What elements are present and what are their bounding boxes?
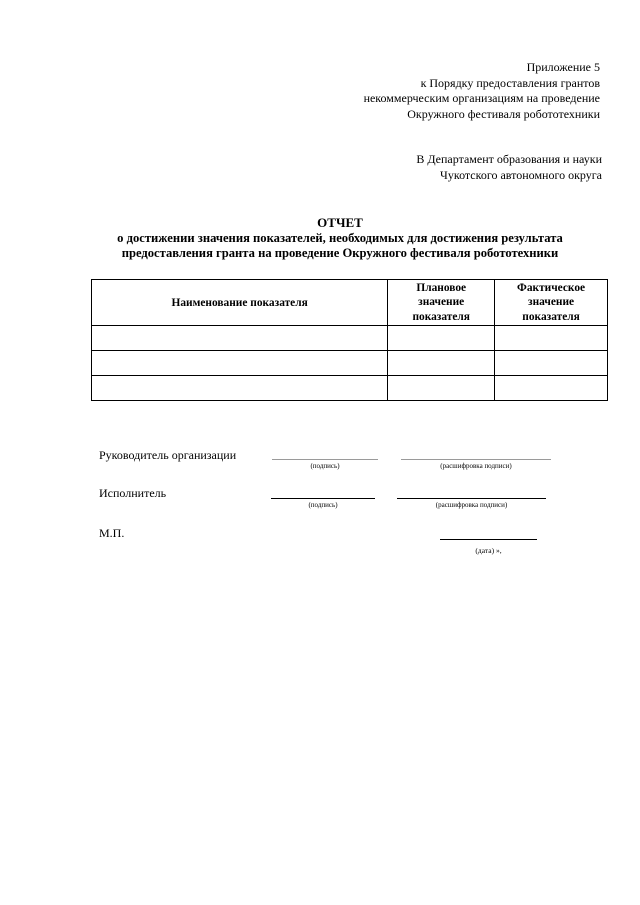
- header-line: показателя: [412, 310, 470, 323]
- head-name-line[interactable]: [401, 459, 551, 460]
- addressee-block: [300, 152, 602, 183]
- head-label: Руководитель организации: [99, 448, 237, 462]
- appendix-note: [300, 60, 600, 122]
- table-cell[interactable]: [92, 376, 388, 401]
- stamp-label: М.П.: [99, 526, 125, 540]
- table-cell[interactable]: [388, 376, 495, 401]
- header-line: показателя: [522, 310, 580, 323]
- header-line: значение: [528, 296, 575, 309]
- appendix-line: Приложение 5: [526, 60, 600, 74]
- addressee-line: В Департамент образования и науки: [416, 152, 602, 166]
- executor-signature-line[interactable]: [271, 498, 375, 499]
- table-cell[interactable]: [92, 351, 388, 376]
- header-line: Плановое: [416, 281, 467, 294]
- executor-name-line[interactable]: [397, 498, 546, 499]
- head-signature-line[interactable]: [272, 459, 378, 460]
- header-line: Фактическое: [517, 281, 586, 294]
- table-cell[interactable]: [388, 326, 495, 351]
- table-cell[interactable]: [495, 351, 608, 376]
- table-row: [92, 376, 608, 401]
- appendix-line: к Порядку предоставления грантов: [420, 75, 600, 90]
- addressee-line: Чукотского автономного округа: [440, 167, 602, 182]
- report-title-line: предоставления гранта на проведение Окружного фестиваля робототехники: [121, 246, 559, 260]
- executor-signature-caption: (подпись): [308, 501, 338, 509]
- table-cell[interactable]: [92, 326, 388, 351]
- date-caption: (дата) »,: [475, 546, 502, 555]
- table-cell[interactable]: [388, 351, 495, 376]
- date-line[interactable]: [440, 539, 537, 540]
- report-title-line: о достижении значения показателей, необходимых для достижения результата: [117, 230, 563, 245]
- head-signature-caption: (подпись): [310, 462, 340, 470]
- appendix-line: Окружного фестиваля робототехники: [407, 106, 600, 121]
- executor-label: Исполнитель: [99, 486, 167, 500]
- report-title-main: ОТЧЕТ: [317, 215, 363, 230]
- header-actual-value: [495, 280, 608, 326]
- head-name-caption: (расшифровка подписи): [440, 462, 512, 470]
- header-indicator-name: Наименование показателя: [92, 280, 388, 326]
- table-cell[interactable]: [495, 376, 608, 401]
- table-header-row: [92, 280, 608, 326]
- indicators-table: [91, 279, 608, 401]
- table-row: [92, 351, 608, 376]
- report-title: [60, 215, 620, 262]
- executor-name-caption: (расшифровка подписи): [435, 501, 508, 509]
- header-planned-value: [388, 280, 495, 326]
- header-line: значение: [418, 296, 465, 309]
- table-row: [92, 326, 608, 351]
- table-cell[interactable]: [495, 326, 608, 351]
- appendix-line: некоммерческим организациям на проведение: [363, 91, 600, 105]
